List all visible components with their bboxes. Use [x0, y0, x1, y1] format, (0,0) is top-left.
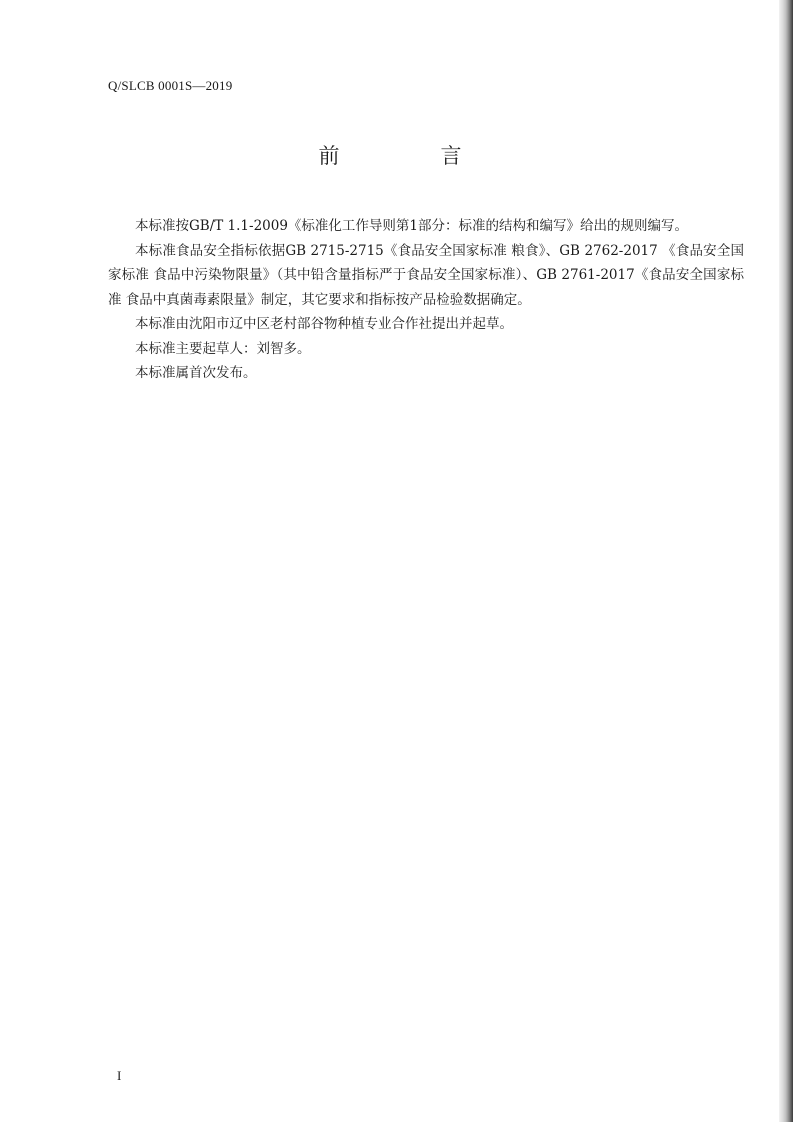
paragraph-first-release: 本标准属首次发布。 [135, 365, 257, 381]
paragraph-drafting-rules: 本标准按GB/T 1.1-2009《标准化工作导则第1部分：标准的结构和编写》给出的规则编写。 [135, 218, 689, 234]
page-title: 前 言 [318, 144, 502, 168]
page-number: I [117, 1068, 122, 1083]
paragraph-drafter: 本标准主要起草人：刘智多。 [135, 340, 311, 357]
foreword-body [108, 214, 744, 386]
scan-edge-shadow [779, 0, 793, 1122]
standard-code: Q/SLCB 0001S—2019 [108, 78, 233, 93]
paragraph-safety-basis: 本标准食品安全指标依据GB 2715-2715《食品安全国家标准 粮食》、GB 2762-2017 《食品安全国家标准 食品中污染物限量》（其中铅含量指标严于食品安全国家标准）、GB 2761-2017《食品安全国家标准 食品中真菌毒素限量》制定，其它要求和指标按产品检验数据确定。 [108, 242, 744, 308]
paragraph-proposer: 本标准由沈阳市辽中区老村部谷物种植专业合作社提出并起草。 [135, 316, 513, 332]
